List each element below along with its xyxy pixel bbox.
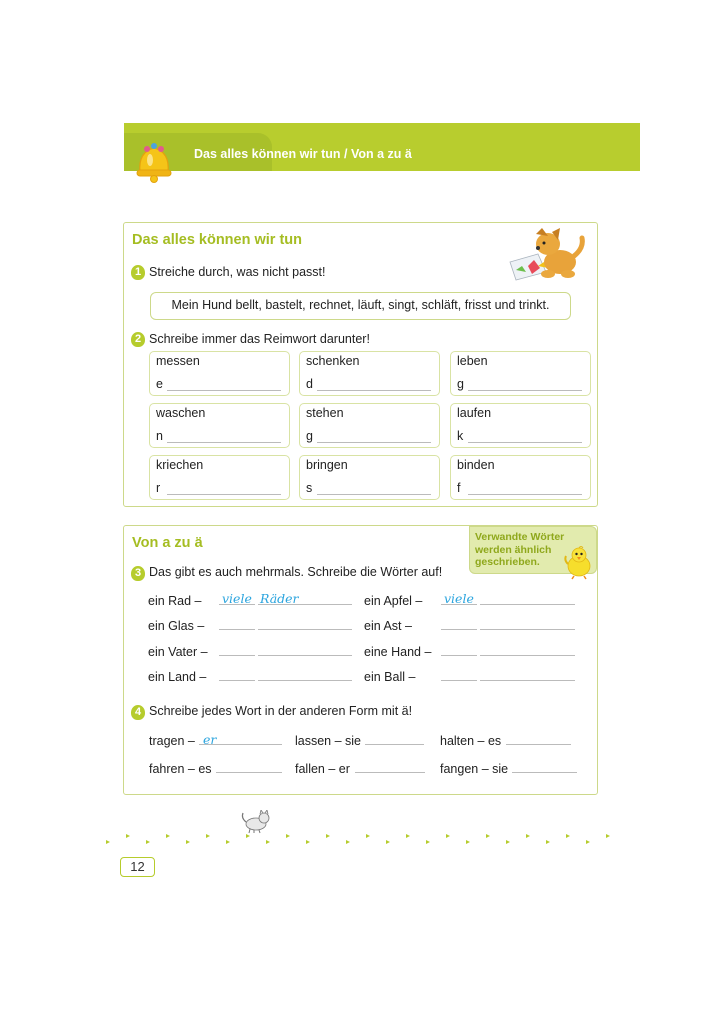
task-number-3: 3 — [131, 566, 145, 581]
rhyme-word: messen — [156, 354, 200, 368]
answer-line[interactable] — [167, 390, 281, 391]
verb-prompt: fangen – sie — [440, 762, 509, 776]
dotted-border-decoration — [100, 830, 630, 850]
answer-line[interactable] — [365, 744, 424, 745]
tip-line-1: Verwandte Wörter — [475, 531, 565, 543]
answer-line[interactable] — [480, 604, 575, 605]
answer-line[interactable] — [219, 629, 255, 630]
answer-line[interactable] — [468, 442, 582, 443]
rhyme-start-letter: e — [156, 377, 163, 391]
task-4-instruction: Schreibe jedes Wort in der anderen Form mit ä! — [149, 704, 413, 718]
handwritten-example: viele — [222, 591, 252, 606]
rhyme-cell[interactable] — [299, 403, 440, 448]
handwritten-example: er — [203, 732, 217, 747]
rhyme-start-letter: d — [306, 377, 313, 391]
rhyme-start-letter: f — [457, 481, 461, 495]
answer-line[interactable] — [441, 629, 477, 630]
rhyme-cell[interactable] — [299, 351, 440, 396]
answer-line[interactable] — [468, 390, 582, 391]
dog-illustration — [504, 226, 586, 282]
page-header-title: Das alles können wir tun / Von a zu ä — [194, 147, 412, 161]
tip-text — [475, 531, 564, 569]
task-1-sentence-box[interactable] — [150, 292, 571, 320]
singular-noun: ein Vater – — [148, 645, 208, 659]
answer-line[interactable] — [317, 494, 431, 495]
rhyme-start-letter: s — [306, 481, 313, 495]
answer-line[interactable] — [355, 772, 425, 773]
answer-line[interactable] — [506, 744, 571, 745]
rhyme-start-letter: k — [457, 429, 464, 443]
singular-noun: ein Apfel – — [364, 594, 423, 608]
rhyme-word: stehen — [306, 406, 344, 420]
tip-line-2: werden ähnlich — [475, 543, 552, 556]
rhyme-cell[interactable] — [299, 455, 440, 500]
answer-line[interactable] — [219, 680, 255, 681]
rhyme-word: leben — [457, 354, 488, 368]
task-1-sentence: Mein Hund bellt, bastelt, rechnet, läuft, singt, schläft, frisst und trinkt. — [171, 298, 550, 312]
task-number-2: 2 — [131, 332, 145, 347]
rhyme-start-letter: g — [306, 429, 313, 443]
answer-line[interactable] — [512, 772, 577, 773]
answer-line[interactable] — [167, 442, 281, 443]
rhyme-cell[interactable] — [450, 455, 591, 500]
singular-noun: ein Land – — [148, 670, 207, 684]
answer-line[interactable] — [480, 655, 575, 656]
answer-line[interactable] — [480, 680, 575, 681]
task-2-instruction: Schreibe immer das Reimwort darunter! — [149, 332, 370, 346]
rhyme-cell[interactable] — [149, 455, 290, 500]
verb-prompt: halten – es — [440, 734, 502, 748]
task-3-instruction: Das gibt es auch mehrmals. Schreibe die Wörter auf! — [149, 565, 443, 579]
answer-line[interactable] — [258, 680, 352, 681]
handwritten-example: viele — [444, 591, 474, 606]
singular-noun: ein Ball – — [364, 670, 416, 684]
verb-prompt: tragen – — [149, 734, 195, 748]
task-1-instruction: Streiche durch, was nicht passt! — [149, 265, 326, 279]
singular-noun: ein Ast – — [364, 619, 412, 633]
rhyme-word: kriechen — [156, 458, 204, 472]
answer-line[interactable] — [258, 655, 352, 656]
singular-noun: ein Rad – — [148, 594, 202, 608]
answer-line[interactable] — [468, 494, 582, 495]
rhyme-word: waschen — [156, 406, 206, 420]
rhyme-start-letter: r — [156, 481, 161, 495]
answer-line[interactable] — [441, 680, 477, 681]
answer-line[interactable] — [441, 655, 477, 656]
rhyme-start-letter: g — [457, 377, 464, 391]
rhyme-word: bringen — [306, 458, 348, 472]
answer-line[interactable] — [480, 629, 575, 630]
rhyme-cell[interactable] — [149, 351, 290, 396]
rhyme-cell[interactable] — [450, 403, 591, 448]
answer-line[interactable] — [317, 390, 431, 391]
rhyme-word: schenken — [306, 354, 360, 368]
task-number-4: 4 — [131, 705, 145, 720]
section-title-1: Das alles können wir tun — [132, 232, 303, 248]
handwritten-example: Räder — [260, 591, 299, 606]
answer-line[interactable] — [258, 629, 352, 630]
verb-prompt: fahren – es — [149, 762, 212, 776]
page-number: 12 — [120, 857, 155, 877]
singular-noun: eine Hand – — [364, 645, 432, 659]
answer-line[interactable] — [216, 772, 282, 773]
rhyme-word: laufen — [457, 406, 492, 420]
rhyme-cell[interactable] — [450, 351, 591, 396]
rhyme-start-letter: n — [156, 429, 163, 443]
section-title-2: Von a zu ä — [132, 535, 203, 551]
rhyme-word: binden — [457, 458, 495, 472]
bell-icon — [134, 142, 174, 184]
singular-noun: ein Glas – — [148, 619, 205, 633]
tip-line-3: geschrieben. — [475, 556, 540, 568]
rhyme-cell[interactable] — [149, 403, 290, 448]
verb-prompt: lassen – sie — [295, 734, 362, 748]
answer-line[interactable] — [317, 442, 431, 443]
chick-illustration — [564, 546, 594, 580]
answer-line[interactable] — [219, 655, 255, 656]
task-number-1: 1 — [131, 265, 145, 280]
answer-line[interactable] — [167, 494, 281, 495]
verb-prompt: fallen – er — [295, 762, 350, 776]
